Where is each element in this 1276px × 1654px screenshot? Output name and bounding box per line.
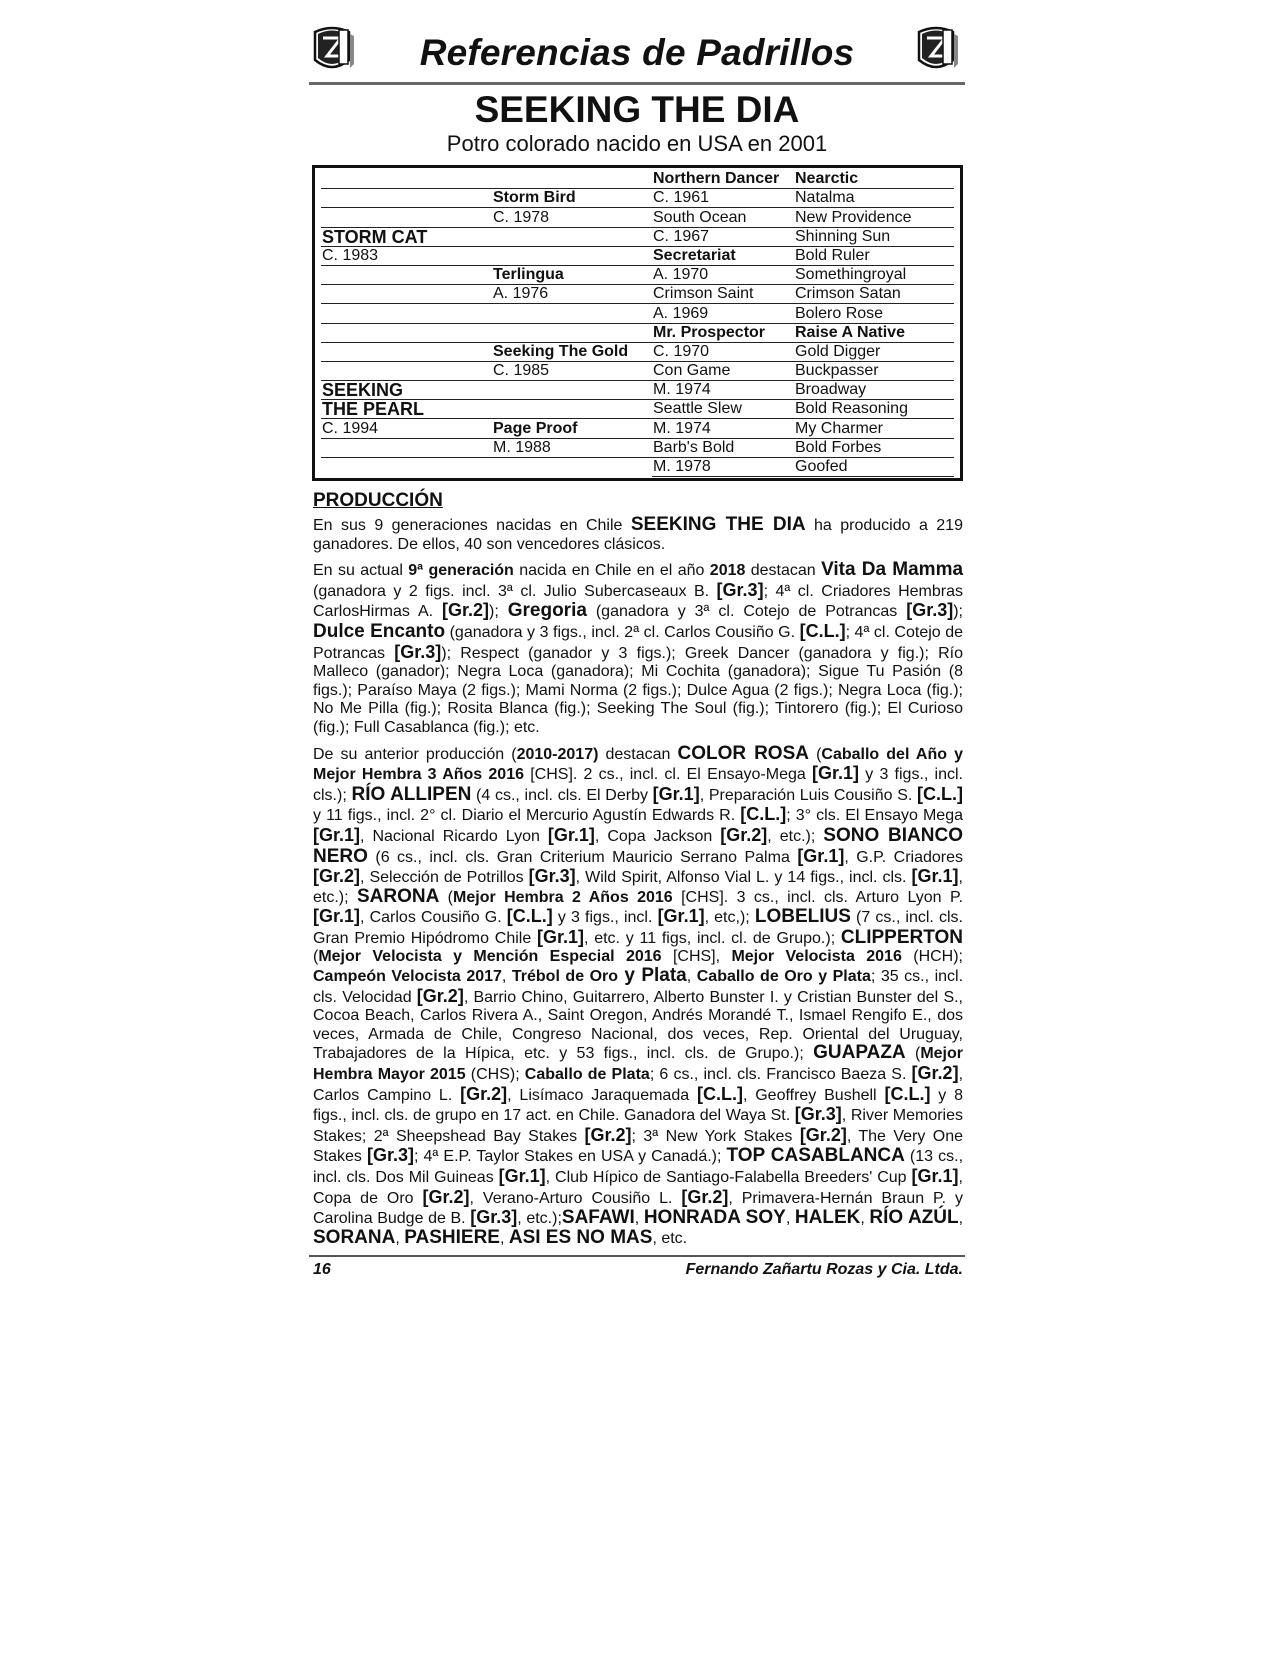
pedigree-cell: M. 1974 — [652, 381, 794, 400]
pedigree-row — [321, 208, 954, 227]
pedigree-cell — [492, 381, 652, 400]
pedigree-cell: Shinning Sun — [794, 227, 954, 246]
pedigree-cell — [492, 304, 652, 323]
pedigree-row — [321, 323, 954, 342]
pedigree-cell: Gold Digger — [794, 342, 954, 361]
pedigree-cell: Crimson Saint — [652, 285, 794, 304]
pedigree-cell — [321, 265, 492, 284]
pedigree-cell — [321, 189, 492, 208]
pedigree-row — [321, 457, 954, 476]
pedigree-cell: THE PEARL — [321, 400, 492, 419]
pedigree-cell: Mr. Prospector — [652, 323, 794, 342]
pedigree-cell: Somethingroyal — [794, 265, 954, 284]
pedigree-cell: South Ocean — [652, 208, 794, 227]
pedigree-cell — [321, 208, 492, 227]
publisher-name: Fernando Zañartu Rozas y Cia. Ltda. — [685, 1261, 963, 1279]
pedigree-row — [321, 189, 954, 208]
horse-highlight: Vita Da Mamma — [821, 559, 964, 581]
header-divider — [309, 82, 965, 85]
pedigree-cell — [492, 227, 652, 246]
page-number: 16 — [313, 1261, 331, 1279]
pedigree-cell: Storm Bird — [492, 189, 652, 208]
pedigree-cell: M. 1988 — [492, 438, 652, 457]
footer-divider — [309, 1255, 965, 1257]
pedigree-cell: Seeking The Gold — [492, 342, 652, 361]
pedigree-cell: Page Proof — [492, 419, 652, 438]
pedigree-cell: Crimson Satan — [794, 285, 954, 304]
pedigree-cell — [321, 285, 492, 304]
page-footer — [313, 1261, 963, 1279]
pedigree-row — [321, 170, 954, 189]
pedigree-cell: C. 1978 — [492, 208, 652, 227]
pedigree-row — [321, 285, 954, 304]
pedigree-row — [321, 381, 954, 400]
pedigree-cell — [321, 304, 492, 323]
pedigree-row — [321, 419, 954, 438]
pedigree-cell: New Providence — [794, 208, 954, 227]
pedigree-cell: Bold Reasoning — [794, 400, 954, 419]
pedigree-cell: Bold Ruler — [794, 246, 954, 265]
pedigree-cell: Bold Forbes — [794, 438, 954, 457]
pedigree-cell: C. 1967 — [652, 227, 794, 246]
pedigree-row — [321, 246, 954, 265]
previous-production-paragraph: De su anterior producción (2010-2017) destacan COLOR ROSA (Caballo del Año y Mejor Hembra 3 Años 2016 [CHS]. 2 cs., incl. cl. El Ensayo-Mega [Gr.1] y 3 figs., incl. cls.); RÍO ALLIPEN (4 cs., incl. cls. El Derby [Gr.1], Preparación Luis Cousiño S. [C.L.] y 11 figs., incl. 2° cl. Diario el Mercurio Agustín Edwards R. [C.L.]; 3° cls. El Ensayo Mega [Gr.1], Nacional Ricardo Lyon [Gr.1], Copa Jackson [Gr.2], etc.); SONO BIANCO NERO (6 cs., incl. cls. Gran Criterium Mauricio Serrano Palma [Gr.1], G.P. Criadores [Gr.2], Selección de Potrillos [Gr.3], Wild Spirit, Alfonso Vial L. y 14 figs., incl. cls. [Gr.1], etc.); SARONA (Mejor Hembra 2 Años 2016 [CHS]. 3 cs., incl. cls. Arturo Lyon P. [Gr.1], Carlos Cousiño G. [C.L.] y 3 figs., incl. [Gr.1], etc,); LOBELIUS (7 cs., incl. cls. Gran Premio Hipódromo Chile [Gr.1], etc. y 11 figs, incl. cl. de Grupo.); CLIPPERTON (Mejor Velocista y Mención Especial 2016 [CHS], Mejor Velocista 2016 (HCH); Campeón Velocista 2017, Trébol de Oro y Plata, Caballo de Oro y Plata; 35 cs., incl. cls. Velocidad [Gr.2], Barrio Chino, Guitarrero, Alberto Bunster I. y Cristian Bunster del S., Cocoa Beach, Carlos Rivera A., Saint Oregon, Andrés Morandé T., Ismael Rengifo E., dos veces, Armada de Chile, Congreso Nacional, dos veces, Rep. Oriental del Uruguay, Trabajadores de la Hípica, etc. y 53 figs., incl. cls. de Grupo.); GUAPAZA (Mejor Hembra Mayor 2015 (CHS); Caballo de Plata; 6 cs., incl. cls. Francisco Baeza S. [Gr.2], Carlos Campino L. [Gr.2], Lisímaco Jaraquemada [C.L.], Geoffrey Bushell [C.L.] y 8 figs., incl. cls. de grupo en 17 act. en Chile. Ganadora del Waya St. [Gr.3], River Memories Stakes; 2ª Sheepshead Bay Stakes [Gr.2]; 3ª New York Stakes [Gr.2], The Very One Stakes [Gr.3]; 4ª E.P. Taylor Stakes en USA y Canadá.); TOP CASABLANCA (13 cs., incl. cls. Dos Mil Guineas [Gr.1], Club Hípico de Santiago-Falabella Breeders' Cup [Gr.1], Copa de Oro [Gr.2], Verano-Arturo Cousiño L. [Gr.2], Primavera-Hernán Braun P. y Carolina Budge de B. [Gr.3], etc.);SAFAWI, HONRADA SOY, HALEK, RÍO AZÚL, SORANA, PASHIERE, ASI ES NO MAS, etc. — [313, 742, 964, 1248]
pedigree-cell — [321, 342, 492, 361]
pedigree-cell: Natalma — [794, 189, 954, 208]
pedigree-cell: Nearctic — [794, 170, 954, 189]
pedigree-cell — [321, 170, 492, 189]
horse-highlight: Dulce Encanto — [313, 620, 446, 642]
page-header — [309, 22, 965, 80]
pedigree-cell — [492, 246, 652, 265]
pedigree-cell: M. 1974 — [652, 419, 794, 438]
pedigree-cell: Bolero Rose — [794, 304, 954, 323]
pedigree-cell: A. 1969 — [652, 304, 794, 323]
pedigree-cell: Broadway — [794, 381, 954, 400]
pedigree-cell: Seattle Slew — [652, 400, 794, 419]
production-summary: En sus 9 generaciones nacidas en Chile SEEKING THE DIA ha producido a 219 ganadores. De ellos, 40 son vencedores clásicos. — [313, 514, 963, 553]
pedigree-cell — [492, 400, 652, 419]
pedigree-cell: C. 1970 — [652, 342, 794, 361]
pedigree-cell: Barb's Bold — [652, 438, 794, 457]
pedigree-row — [321, 342, 954, 361]
pedigree-row — [321, 361, 954, 380]
pedigree-cell: Terlingua — [492, 265, 652, 284]
pedigree-cell: Northern Dancer — [652, 170, 794, 189]
pedigree-cell: My Charmer — [794, 419, 954, 438]
pedigree-row — [321, 227, 954, 246]
pedigree-cell: Raise A Native — [794, 323, 954, 342]
pedigree-row — [321, 438, 954, 457]
pedigree-cell — [492, 457, 652, 476]
pedigree-cell: C. 1985 — [492, 361, 652, 380]
pedigree-cell — [321, 457, 492, 476]
pedigree-cell: M. 1978 — [652, 457, 794, 476]
horse-subtitle: Potro colorado nacido en USA en 2001 — [446, 131, 828, 156]
pedigree-table — [312, 165, 963, 481]
pedigree-cell — [492, 170, 652, 189]
pedigree-cell — [321, 323, 492, 342]
production-title: PRODUCCIÓN — [313, 490, 443, 511]
pedigree-row — [321, 265, 954, 284]
pedigree-row — [321, 400, 954, 419]
stud-logo-icon — [913, 24, 959, 74]
pedigree-cell: A. 1976 — [492, 285, 652, 304]
horse-name: SEEKING THE DIA — [474, 89, 800, 130]
pedigree-cell: SEEKING — [321, 381, 492, 400]
horse-highlight: Gregoria — [507, 600, 587, 622]
pedigree-cell: C. 1961 — [652, 189, 794, 208]
header-title: Referencias de Padrillos — [419, 32, 855, 73]
pedigree-row — [321, 304, 954, 323]
pedigree-cell: STORM CAT — [321, 227, 492, 246]
pedigree-cell — [492, 323, 652, 342]
current-generation-paragraph: En su actual 9ª generación nacida en Chile en el año 2018 destacan Vita Da Mamma (ganadora y 2 figs. incl. 3ª cl. Julio Subercaseaux B. [Gr.3]; 4ª cl. Criadores Hembras CarlosHirmas A. [Gr.2]); Gregoria (ganadora y 3ª cl. Cotejo de Potrancas [Gr.3]); Dulce Encanto (ganadora y 3 figs., incl. 2ª cl. Carlos Cousiño G. [C.L.]; 4ª cl. Cotejo de Potrancas [Gr.3]); Respect (ganador y 3 figs.); Greek Dancer (ganadora y fig.); Río Malleco (ganador); Negra Loca (ganadora); Mi Cochita (ganadora); Sigue Tu Pasión (8 figs.); Paraíso Maya (2 figs.); Mami Norma (2 figs.); Dulce Agua (2 figs.); Negra Loca (fig.); No Me Pilla (fig.); Rosita Blanca (fig.); Seeking The Soul (fig.); Tintorero (fig.); El Curioso (fig.); Full Casablanca (fig.); etc. — [313, 559, 964, 736]
pedigree-cell — [321, 361, 492, 380]
sire-name: SEEKING THE DIA — [630, 514, 806, 535]
pedigree-cell: Buckpasser — [794, 361, 954, 380]
pedigree-cell: Secretariat — [652, 246, 794, 265]
pedigree-cell: Con Game — [652, 361, 794, 380]
pedigree-cell: C. 1983 — [321, 246, 492, 265]
pedigree-cell: A. 1970 — [652, 265, 794, 284]
pedigree-cell: Goofed — [794, 457, 954, 476]
pedigree-cell — [321, 438, 492, 457]
pedigree-cell: C. 1994 — [321, 419, 492, 438]
page — [309, 22, 965, 1279]
